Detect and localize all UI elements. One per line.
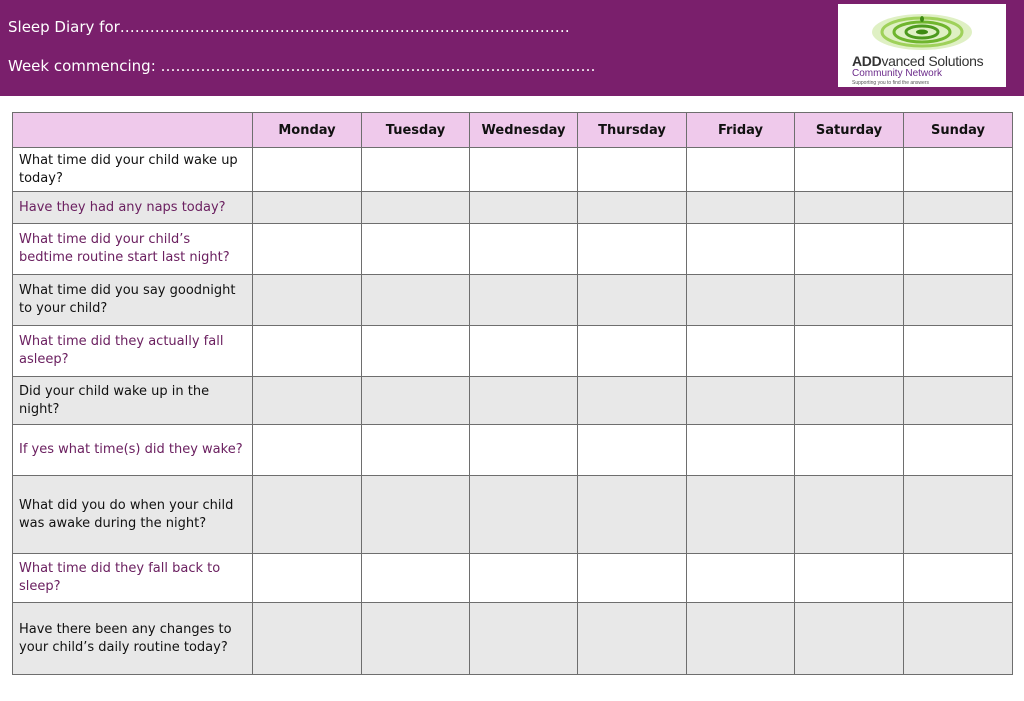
day-cell[interactable]: [904, 275, 1013, 326]
question-cell: What time did you say goodnight to your child?: [13, 275, 253, 326]
day-cell[interactable]: [687, 326, 795, 377]
day-cell[interactable]: [470, 425, 578, 476]
day-cell[interactable]: [687, 603, 795, 675]
column-header-sunday: Sunday: [904, 113, 1013, 148]
column-header-wednesday: Wednesday: [470, 113, 578, 148]
day-cell[interactable]: [687, 275, 795, 326]
table-row: [13, 554, 1013, 603]
day-cell[interactable]: [253, 425, 362, 476]
day-cell[interactable]: [904, 148, 1013, 192]
day-cell[interactable]: [578, 275, 687, 326]
table-header-row: [13, 113, 1013, 148]
column-header-blank: [13, 113, 253, 148]
day-cell[interactable]: [795, 224, 904, 275]
day-cell[interactable]: [470, 476, 578, 554]
day-cell[interactable]: [795, 326, 904, 377]
day-cell[interactable]: [795, 192, 904, 224]
question-cell: What time did your child wake up today?: [13, 148, 253, 192]
day-cell[interactable]: [687, 148, 795, 192]
sleep-diary-table: [12, 112, 1013, 675]
day-cell[interactable]: [687, 224, 795, 275]
day-cell[interactable]: [470, 148, 578, 192]
day-cell[interactable]: [795, 603, 904, 675]
table-row: [13, 425, 1013, 476]
sleep-diary-for-line: Sleep Diary for………………………………………………………………………………: [8, 18, 570, 36]
header-banner: [0, 0, 1024, 96]
day-cell[interactable]: [578, 476, 687, 554]
day-cell[interactable]: [253, 377, 362, 425]
day-cell[interactable]: [362, 425, 470, 476]
day-cell[interactable]: [362, 224, 470, 275]
question-cell: What time did they fall back to sleep?: [13, 554, 253, 603]
day-cell[interactable]: [253, 224, 362, 275]
day-cell[interactable]: [470, 224, 578, 275]
column-header-tuesday: Tuesday: [362, 113, 470, 148]
day-cell[interactable]: [795, 377, 904, 425]
day-cell[interactable]: [795, 476, 904, 554]
day-cell[interactable]: [362, 275, 470, 326]
question-cell: What did you do when your child was awake during the night?: [13, 476, 253, 554]
day-cell[interactable]: [904, 377, 1013, 425]
column-header-saturday: Saturday: [795, 113, 904, 148]
day-cell[interactable]: [904, 326, 1013, 377]
logo-subtitle: Community Network: [852, 68, 943, 79]
day-cell[interactable]: [578, 425, 687, 476]
day-cell[interactable]: [362, 603, 470, 675]
table-row: [13, 224, 1013, 275]
day-cell[interactable]: [904, 476, 1013, 554]
day-cell[interactable]: [470, 275, 578, 326]
day-cell[interactable]: [904, 425, 1013, 476]
table-row: [13, 377, 1013, 425]
table-row: [13, 476, 1013, 554]
day-cell[interactable]: [362, 377, 470, 425]
day-cell[interactable]: [687, 425, 795, 476]
day-cell[interactable]: [253, 326, 362, 377]
day-cell[interactable]: [578, 148, 687, 192]
day-cell[interactable]: [470, 192, 578, 224]
ripple-logo-icon: [866, 6, 978, 52]
day-cell[interactable]: [362, 554, 470, 603]
day-cell[interactable]: [904, 224, 1013, 275]
day-cell[interactable]: [578, 224, 687, 275]
day-cell[interactable]: [578, 192, 687, 224]
day-cell[interactable]: [253, 603, 362, 675]
day-cell[interactable]: [795, 148, 904, 192]
day-cell[interactable]: [578, 377, 687, 425]
day-cell[interactable]: [795, 275, 904, 326]
day-cell[interactable]: [362, 192, 470, 224]
question-cell: Have there been any changes to your child’s daily routine today?: [13, 603, 253, 675]
day-cell[interactable]: [578, 326, 687, 377]
day-cell[interactable]: [253, 148, 362, 192]
day-cell[interactable]: [470, 603, 578, 675]
table-row: [13, 148, 1013, 192]
column-header-thursday: Thursday: [578, 113, 687, 148]
day-cell[interactable]: [253, 192, 362, 224]
day-cell[interactable]: [470, 326, 578, 377]
day-cell[interactable]: [253, 554, 362, 603]
logo-name: ADDvanced Solutions: [852, 53, 984, 69]
day-cell[interactable]: [687, 554, 795, 603]
week-commencing-line: Week commencing: ……………………………………………………………………………: [8, 57, 596, 75]
day-cell[interactable]: [470, 554, 578, 603]
logo-tagline: Supporting you to find the answers: [852, 80, 929, 86]
day-cell[interactable]: [362, 476, 470, 554]
day-cell[interactable]: [578, 554, 687, 603]
day-cell[interactable]: [362, 148, 470, 192]
day-cell[interactable]: [795, 425, 904, 476]
table-row: [13, 275, 1013, 326]
addvanced-solutions-logo: [838, 4, 1006, 87]
question-cell: Did your child wake up in the night?: [13, 377, 253, 425]
day-cell[interactable]: [904, 603, 1013, 675]
day-cell[interactable]: [470, 377, 578, 425]
day-cell[interactable]: [253, 476, 362, 554]
table-row: [13, 603, 1013, 675]
table-row: [13, 326, 1013, 377]
question-cell: If yes what time(s) did they wake?: [13, 425, 253, 476]
day-cell[interactable]: [687, 377, 795, 425]
day-cell[interactable]: [253, 275, 362, 326]
day-cell[interactable]: [578, 603, 687, 675]
question-cell: Have they had any naps today?: [13, 192, 253, 224]
day-cell[interactable]: [687, 476, 795, 554]
day-cell[interactable]: [687, 192, 795, 224]
day-cell[interactable]: [362, 326, 470, 377]
column-header-monday: Monday: [253, 113, 362, 148]
day-cell[interactable]: [904, 192, 1013, 224]
question-cell: What time did your child’s bedtime routine start last night?: [13, 224, 253, 275]
table-row: [13, 192, 1013, 224]
day-cell[interactable]: [904, 554, 1013, 603]
day-cell[interactable]: [795, 554, 904, 603]
question-cell: What time did they actually fall asleep?: [13, 326, 253, 377]
column-header-friday: Friday: [687, 113, 795, 148]
